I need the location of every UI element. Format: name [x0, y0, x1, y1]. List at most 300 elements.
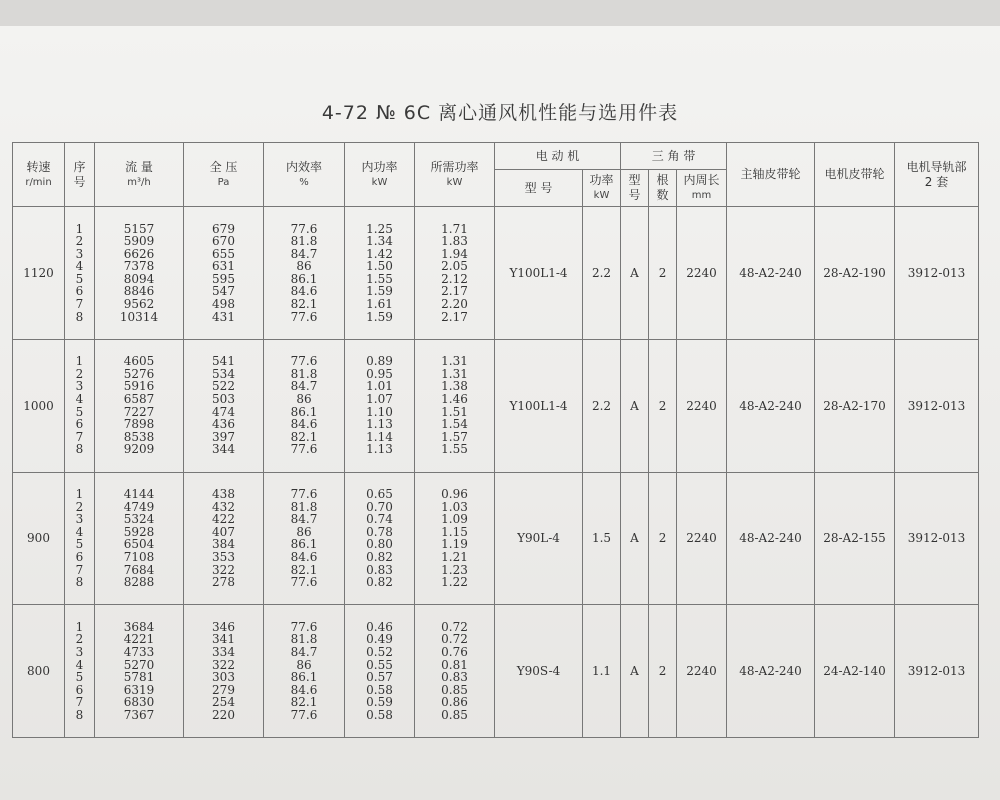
pressure-cell-value: 498	[212, 297, 235, 312]
flow-cell-value: 5909	[123, 234, 155, 249]
fan-performance-table	[12, 142, 979, 738]
header-speed-unit: r/min	[25, 176, 52, 188]
speed-cell: 900	[13, 472, 65, 605]
required-power-cell-value: 1.22	[441, 575, 468, 590]
inner-power-cell-value: 1.61	[366, 297, 393, 312]
header-seq-label: 序	[73, 159, 86, 174]
pressure-cell	[184, 207, 264, 340]
seq-cell-value: 5	[75, 670, 84, 685]
flow-cell-value: 7378	[123, 259, 155, 274]
pressure-cell-value: 631	[212, 259, 235, 274]
header-motor: 电 动 机	[495, 143, 621, 170]
header-belt-length	[677, 170, 727, 207]
flow-cell-value: 5270	[123, 657, 155, 672]
flow-cell	[95, 207, 184, 340]
efficiency-cell-value: 77.6	[290, 442, 318, 457]
flow-cell-value: 4144	[123, 487, 155, 501]
pressure-cell	[184, 339, 264, 472]
seq-cell-value: 7	[75, 297, 84, 312]
header-pressure	[184, 143, 264, 207]
pressure-cell-value: 353	[212, 549, 235, 564]
inner-power-cell-value: 0.65	[366, 487, 393, 501]
efficiency-cell-value: 82.1	[290, 695, 318, 710]
required-power-cell-value: 1.21	[441, 549, 468, 564]
header-belt: 三 角 带	[621, 143, 727, 170]
flow-cell-value: 5276	[123, 366, 155, 381]
header-flow-label: 流 量	[125, 159, 153, 174]
required-power-cell-value: 2.12	[441, 271, 468, 286]
header-belt-count-label: 根	[656, 173, 669, 187]
pressure-cell-value: 322	[212, 562, 235, 577]
flow-cell-value: 5928	[123, 524, 155, 539]
efficiency-cell-value: 81.8	[290, 632, 318, 647]
inner-power-cell-value: 0.74	[366, 512, 393, 527]
efficiency-cell	[264, 207, 345, 340]
required-power-cell-value: 1.83	[441, 234, 468, 249]
flow-cell-value: 6626	[123, 246, 155, 261]
flow-cell-value: 10314	[119, 309, 159, 324]
belt-length-cell: 2240	[677, 472, 727, 605]
efficiency-cell	[264, 472, 345, 605]
motor-model-cell: Y90S-4	[495, 605, 583, 738]
seq-cell-value: 6	[75, 417, 84, 432]
motor-power-cell: 1.5	[583, 472, 621, 605]
required-power-cell-value: 1.46	[441, 392, 468, 407]
inner-power-cell-value: 1.50	[366, 259, 393, 274]
pressure-cell-value: 334	[212, 644, 235, 659]
required-power-cell-value: 0.96	[441, 487, 468, 501]
pressure-cell-value: 341	[212, 632, 235, 647]
header-speed	[13, 143, 65, 207]
efficiency-cell	[264, 605, 345, 738]
header-inner-power-unit: kW	[371, 176, 388, 188]
table-row	[13, 472, 979, 605]
pressure-cell-value: 474	[212, 404, 235, 419]
inner-power-cell-value: 1.13	[366, 417, 393, 432]
flow-cell-value: 7898	[123, 417, 155, 432]
flow-cell-value: 6587	[123, 392, 155, 407]
seq-cell-value: 1	[75, 221, 84, 236]
header-efficiency-unit: %	[299, 176, 309, 188]
efficiency-cell-value: 84.6	[290, 549, 318, 564]
seq-cell-value: 3	[75, 379, 84, 394]
pressure-cell	[184, 605, 264, 738]
header-speed-label: 转速	[26, 159, 51, 174]
efficiency-cell-value: 86	[296, 259, 312, 274]
seq-cell-value: 6	[75, 549, 84, 564]
belt-count-cell: 2	[649, 207, 677, 340]
speed-cell: 800	[13, 605, 65, 738]
seq-cell-value: 8	[75, 442, 84, 457]
pressure-cell-value: 384	[212, 537, 235, 552]
flow-cell-value: 5781	[123, 670, 155, 685]
belt-length-cell: 2240	[677, 605, 727, 738]
efficiency-cell-value: 86	[296, 657, 312, 672]
belt-type-cell: A	[621, 339, 649, 472]
inner-power-cell-value: 0.58	[366, 707, 393, 722]
header-motor-power-unit: kW	[593, 190, 610, 201]
flow-cell	[95, 472, 184, 605]
belt-type-cell: A	[621, 207, 649, 340]
header-required-power	[415, 143, 495, 207]
inner-power-cell-value: 0.82	[366, 575, 393, 590]
header-seq	[65, 143, 95, 207]
efficiency-cell-value: 86.1	[290, 537, 318, 552]
motor-power-cell: 2.2	[583, 207, 621, 340]
required-power-cell-value: 0.85	[441, 707, 468, 722]
efficiency-cell-value: 82.1	[290, 429, 318, 444]
efficiency-cell-value: 86.1	[290, 670, 318, 685]
inner-power-cell-value: 0.57	[366, 670, 393, 685]
flow-cell-value: 3684	[123, 619, 155, 634]
main-pulley-cell: 48-A2-240	[727, 605, 815, 738]
inner-power-cell-value: 0.78	[366, 524, 393, 539]
pressure-cell-value: 679	[212, 221, 235, 236]
seq-cell-value: 7	[75, 695, 84, 710]
pressure-cell-value: 541	[212, 354, 235, 369]
seq-cell-value: 5	[75, 537, 84, 552]
header-efficiency-label: 内效率	[285, 159, 322, 174]
motor-rail-cell: 3912-013	[895, 472, 979, 605]
motor-rail-cell: 3912-013	[895, 207, 979, 340]
inner-power-cell-value: 1.10	[366, 404, 393, 419]
efficiency-cell-value: 86.1	[290, 404, 318, 419]
seq-cell	[65, 339, 95, 472]
motor-pulley-cell: 28-A2-190	[815, 207, 895, 340]
efficiency-cell-value: 77.6	[290, 575, 318, 590]
header-flow-unit: m³/h	[127, 176, 151, 188]
inner-power-cell-value: 1.07	[366, 392, 393, 407]
motor-model-cell: Y100L1-4	[495, 207, 583, 340]
inner-power-cell-value: 0.80	[366, 537, 393, 552]
pressure-cell-value: 534	[212, 366, 235, 381]
motor-model-cell: Y90L-4	[495, 472, 583, 605]
seq-cell-value: 3	[75, 512, 84, 527]
header-main-pulley: 主轴皮带轮	[727, 143, 815, 207]
inner-power-cell-value: 1.14	[366, 429, 393, 444]
required-power-cell-value: 1.71	[441, 221, 468, 236]
header-belt-length-unit: mm	[691, 190, 712, 201]
inner-power-cell	[345, 605, 415, 738]
required-power-cell	[415, 339, 495, 472]
required-power-cell-value: 1.23	[441, 562, 468, 577]
inner-power-cell-value: 0.52	[366, 644, 393, 659]
table-row	[13, 339, 979, 472]
belt-count-cell: 2	[649, 472, 677, 605]
inner-power-cell-value: 0.58	[366, 682, 393, 697]
seq-cell-value: 3	[75, 246, 84, 261]
seq-cell-value: 2	[75, 632, 84, 647]
seq-cell-value: 7	[75, 429, 84, 444]
pressure-cell-value: 220	[212, 707, 235, 722]
inner-power-cell	[345, 339, 415, 472]
pressure-cell-value: 503	[212, 392, 235, 407]
inner-power-cell-value: 1.55	[366, 271, 393, 286]
inner-power-cell-value: 1.59	[366, 309, 393, 324]
required-power-cell-value: 1.03	[441, 499, 468, 514]
seq-cell-value: 4	[75, 259, 84, 274]
motor-model-cell: Y100L1-4	[495, 339, 583, 472]
header-required-power-unit: kW	[446, 176, 463, 188]
flow-cell-value: 8094	[123, 271, 155, 286]
efficiency-cell-value: 84.7	[290, 379, 318, 394]
belt-type-cell: A	[621, 472, 649, 605]
flow-cell-value: 5916	[123, 379, 155, 394]
required-power-cell-value: 1.55	[441, 442, 468, 457]
main-pulley-cell: 48-A2-240	[727, 339, 815, 472]
flow-cell-value: 4749	[123, 499, 155, 514]
motor-power-cell: 2.2	[583, 339, 621, 472]
seq-cell-value: 4	[75, 524, 84, 539]
flow-cell-value: 8538	[123, 429, 155, 444]
required-power-cell-value: 0.85	[441, 682, 468, 697]
pressure-cell-value: 322	[212, 657, 235, 672]
header-inner-power-label: 内功率	[361, 159, 398, 174]
pressure-cell-value: 422	[212, 512, 235, 527]
main-pulley-cell: 48-A2-240	[727, 472, 815, 605]
header-required-power-label: 所需功率	[430, 159, 479, 174]
header-inner-power	[345, 143, 415, 207]
header-motor-power	[583, 170, 621, 207]
inner-power-cell-value: 0.89	[366, 354, 393, 369]
flow-cell-value: 5324	[123, 512, 155, 527]
seq-cell-value: 8	[75, 575, 84, 590]
header-belt-type-label-2: 号	[628, 188, 641, 202]
table-row	[13, 605, 979, 738]
seq-cell-value: 5	[75, 404, 84, 419]
main-pulley-cell: 48-A2-240	[727, 207, 815, 340]
pressure-cell-value: 670	[212, 234, 235, 249]
efficiency-cell-value: 82.1	[290, 297, 318, 312]
flow-cell-value: 6319	[123, 682, 155, 697]
required-power-cell-value: 2.17	[441, 284, 468, 299]
seq-cell-value: 4	[75, 392, 84, 407]
required-power-cell-value: 0.76	[441, 644, 468, 659]
seq-cell-value: 2	[75, 234, 84, 249]
table-row	[13, 207, 979, 340]
flow-cell-value: 9209	[123, 442, 155, 457]
seq-cell-value: 1	[75, 354, 84, 369]
belt-count-cell: 2	[649, 339, 677, 472]
seq-cell	[65, 207, 95, 340]
header-pressure-label: 全 压	[209, 159, 238, 174]
flow-cell-value: 6830	[123, 695, 155, 710]
belt-length-cell: 2240	[677, 339, 727, 472]
flow-cell	[95, 605, 184, 738]
inner-power-cell-value: 0.55	[366, 657, 393, 672]
required-power-cell	[415, 207, 495, 340]
pressure-cell-value: 344	[212, 442, 235, 457]
seq-cell-value: 1	[75, 619, 84, 634]
inner-power-cell-value: 0.95	[366, 366, 393, 381]
efficiency-cell-value: 84.6	[290, 284, 318, 299]
table-title: 4-72 № 6C 离心通风机性能与选用件表	[321, 102, 679, 124]
inner-power-cell-value: 1.59	[366, 284, 393, 299]
required-power-cell-value: 1.57	[441, 429, 468, 444]
efficiency-cell-value: 82.1	[290, 562, 318, 577]
pressure-cell-value: 346	[212, 619, 235, 634]
header-belt-type-label: 型	[628, 173, 641, 187]
inner-power-cell-value: 1.13	[366, 442, 393, 457]
efficiency-cell-value: 81.8	[290, 499, 318, 514]
efficiency-cell-value: 86.1	[290, 271, 318, 286]
header-belt-type	[621, 170, 649, 207]
required-power-cell-value: 1.51	[441, 404, 468, 419]
inner-power-cell-value: 1.01	[366, 379, 393, 394]
flow-cell-value: 9562	[123, 297, 155, 312]
motor-rail-cell: 3912-013	[895, 339, 979, 472]
header-motor-power-label: 功率	[589, 173, 614, 187]
flow-cell-value: 7684	[123, 562, 155, 577]
required-power-cell-value: 0.83	[441, 670, 468, 685]
flow-cell-value: 8288	[123, 575, 155, 590]
motor-power-cell: 1.1	[583, 605, 621, 738]
efficiency-cell-value: 77.6	[290, 707, 318, 722]
header-pressure-unit: Pa	[217, 176, 230, 188]
pressure-cell-value: 522	[212, 379, 235, 394]
header-flow	[95, 143, 184, 207]
inner-power-cell-value: 0.59	[366, 695, 393, 710]
efficiency-cell-value: 77.6	[290, 619, 318, 634]
pressure-cell-value: 397	[212, 429, 235, 444]
header-motor-pulley: 电机皮带轮	[815, 143, 895, 207]
required-power-cell-value: 1.19	[441, 537, 468, 552]
efficiency-cell-value: 84.7	[290, 246, 318, 261]
flow-cell-value: 7227	[123, 404, 155, 419]
pressure-cell-value: 436	[212, 417, 235, 432]
flow-cell-value: 6504	[123, 537, 155, 552]
header-belt-count	[649, 170, 677, 207]
efficiency-cell-value: 86	[296, 392, 312, 407]
belt-count-cell: 2	[649, 605, 677, 738]
table-body	[13, 207, 979, 738]
efficiency-cell-value: 77.6	[290, 309, 318, 324]
seq-cell	[65, 472, 95, 605]
required-power-cell	[415, 472, 495, 605]
required-power-cell-value: 0.86	[441, 695, 468, 710]
efficiency-cell-value: 84.7	[290, 512, 318, 527]
pressure-cell-value: 303	[212, 670, 235, 685]
motor-pulley-cell: 24-A2-140	[815, 605, 895, 738]
pressure-cell-value: 547	[212, 284, 235, 299]
seq-cell-value: 2	[75, 366, 84, 381]
seq-cell-value: 1	[75, 487, 84, 501]
efficiency-cell-value: 84.6	[290, 682, 318, 697]
flow-cell-value: 8846	[123, 284, 155, 299]
required-power-cell-value: 0.81	[441, 657, 468, 672]
efficiency-cell-value: 77.6	[290, 221, 318, 236]
header-belt-length-label: 内周长	[683, 173, 720, 187]
required-power-cell-value: 2.05	[441, 259, 468, 274]
pressure-cell-value: 432	[212, 499, 235, 514]
required-power-cell-value: 1.15	[441, 524, 468, 539]
pressure-cell-value: 279	[212, 682, 235, 697]
speed-cell: 1120	[13, 207, 65, 340]
required-power-cell	[415, 605, 495, 738]
inner-power-cell-value: 0.82	[366, 549, 393, 564]
required-power-cell-value: 1.54	[441, 417, 468, 432]
belt-type-cell: A	[621, 605, 649, 738]
required-power-cell-value: 0.72	[441, 619, 468, 634]
pressure-cell-value: 431	[212, 309, 235, 324]
required-power-cell-value: 2.20	[441, 297, 468, 312]
pressure-cell-value: 595	[212, 271, 235, 286]
required-power-cell-value: 1.31	[441, 366, 468, 381]
seq-cell-value: 5	[75, 271, 84, 286]
motor-pulley-cell: 28-A2-155	[815, 472, 895, 605]
flow-cell-value: 7108	[123, 549, 155, 564]
seq-cell-value: 8	[75, 707, 84, 722]
header-motor-rail-label: 电机导轨部	[906, 159, 967, 174]
header-motor-rail-label-2: 2 套	[924, 174, 949, 189]
pressure-cell-value: 407	[212, 524, 235, 539]
belt-length-cell: 2240	[677, 207, 727, 340]
inner-power-cell-value: 1.42	[366, 246, 393, 261]
seq-cell-value: 4	[75, 657, 84, 672]
inner-power-cell-value: 0.70	[366, 499, 393, 514]
inner-power-cell	[345, 207, 415, 340]
speed-cell: 1000	[13, 339, 65, 472]
flow-cell-value: 7367	[123, 707, 155, 722]
header-motor-rail	[895, 143, 979, 207]
seq-cell	[65, 605, 95, 738]
header-belt-count-label-2: 数	[656, 188, 669, 202]
required-power-cell-value: 2.17	[441, 309, 468, 324]
flow-cell-value: 4221	[123, 632, 155, 647]
inner-power-cell-value: 0.49	[366, 632, 393, 647]
efficiency-cell-value: 81.8	[290, 234, 318, 249]
flow-cell-value: 4733	[123, 644, 155, 659]
efficiency-cell-value: 77.6	[290, 487, 318, 501]
efficiency-cell-value: 81.8	[290, 366, 318, 381]
required-power-cell-value: 0.72	[441, 632, 468, 647]
efficiency-cell-value: 84.6	[290, 417, 318, 432]
header-motor-model: 型 号	[495, 170, 583, 207]
pressure-cell-value: 278	[212, 575, 235, 590]
seq-cell-value: 7	[75, 562, 84, 577]
efficiency-cell-value: 86	[296, 524, 312, 539]
header-efficiency	[264, 143, 345, 207]
seq-cell-value: 3	[75, 644, 84, 659]
inner-power-cell-value: 0.46	[366, 619, 393, 634]
required-power-cell-value: 1.31	[441, 354, 468, 369]
motor-rail-cell: 3912-013	[895, 605, 979, 738]
pressure-cell-value: 438	[212, 487, 235, 501]
seq-cell-value: 8	[75, 309, 84, 324]
required-power-cell-value: 1.94	[441, 246, 468, 261]
flow-cell	[95, 339, 184, 472]
inner-power-cell-value: 0.83	[366, 562, 393, 577]
inner-power-cell	[345, 472, 415, 605]
motor-pulley-cell: 28-A2-170	[815, 339, 895, 472]
pressure-cell-value: 254	[212, 695, 235, 710]
inner-power-cell-value: 1.25	[366, 221, 393, 236]
efficiency-cell-value: 77.6	[290, 354, 318, 369]
seq-cell-value: 6	[75, 284, 84, 299]
required-power-cell-value: 1.38	[441, 379, 468, 394]
efficiency-cell-value: 84.7	[290, 644, 318, 659]
seq-cell-value: 2	[75, 499, 84, 514]
seq-cell-value: 6	[75, 682, 84, 697]
pressure-cell-value: 655	[212, 246, 235, 261]
efficiency-cell	[264, 339, 345, 472]
pressure-cell	[184, 472, 264, 605]
inner-power-cell-value: 1.34	[366, 234, 393, 249]
header-seq-label-2: 号	[73, 174, 86, 189]
flow-cell-value: 4605	[123, 354, 155, 369]
flow-cell-value: 5157	[123, 221, 155, 236]
required-power-cell-value: 1.09	[441, 512, 468, 527]
